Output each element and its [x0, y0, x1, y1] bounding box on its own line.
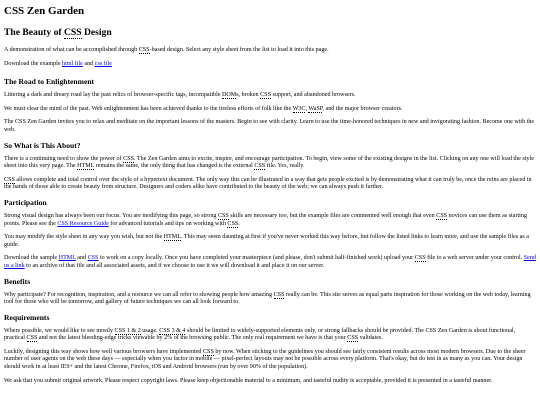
about-text: file. Yes, really. [265, 163, 305, 170]
abbr-css: CSS [202, 348, 214, 355]
road-paragraph-3: The CSS Zen Garden invites you to relax and meditate on the important lessons of the masters. Begin to see with clarity. Learn to use the time-honored techniques in new and invigorating fashion. Become one with the web. [4, 119, 535, 133]
sample-html-link[interactable]: HTML [58, 255, 76, 262]
road-heading: The Road to Enlightenment [4, 77, 95, 87]
preamble-text: and [82, 60, 95, 67]
preamble-text: Download the example [4, 60, 63, 67]
requirements-heading: Requirements [4, 312, 50, 322]
participation-text: and [75, 255, 88, 262]
site-title: CSS Zen Garden [4, 5, 85, 17]
site-subtitle [4, 27, 536, 38]
road-text: We must clear the mind of the past. Web enlightenment has been achieved thanks to the tireless efforts of folk like the [4, 105, 293, 112]
abbr-css: CSS [217, 212, 229, 219]
abbr-css: CSS [436, 212, 448, 219]
participation-text: skills are necessary too, but the example files are commented well enough that even [228, 212, 437, 219]
participation-paragraph-1 [4, 213, 536, 228]
subtitle-abbr-css: CSS [63, 27, 82, 38]
abbr-css: CSS [138, 47, 150, 53]
abbr-dom: DOM [222, 92, 237, 99]
road-text: , [305, 105, 309, 112]
css-file-link[interactable]: css file [94, 60, 112, 67]
abbr-css: CSS [414, 255, 426, 262]
about-section [4, 141, 536, 192]
road-text: Littering a dark and dreary road lay the past relics of browser-specific tags, incompatible [4, 92, 222, 99]
sample-css-link[interactable]: CSS [87, 255, 99, 262]
participation-text: file to a web server under your control. [425, 255, 524, 262]
participation-text: . This may seem daunting at first if you've never worked this way before, but follow the listed links to learn more, and use the sample files as a guide. [4, 234, 530, 248]
abbr-css: CSS [347, 335, 359, 342]
subtitle-text-1: The Beauty of [4, 27, 64, 38]
participation-section [4, 198, 536, 271]
requirements-text: Luckily, designing this way shows how well various browsers have implemented [4, 348, 203, 355]
participation-text: You may modify the style sheet in any way you wish, but not the [4, 234, 164, 241]
benefits-section [4, 277, 536, 307]
requirements-text: validates. [358, 335, 383, 342]
participation-text: for advanced tutorials and tips on working with [108, 220, 228, 227]
abbr-css: CSS [273, 291, 285, 298]
css-resource-guide-link[interactable]: CSS Resource Guide [57, 220, 109, 227]
benefits-text: really can be. This site serves as equal parts inspiration for those working on the web today, learning tool for those who will be tomorrow, and gallery of future techniques we can all look forward to. [4, 291, 531, 306]
participation-heading: Participation [4, 197, 47, 207]
requirements-paragraph-3: We ask that you submit original artwork. Please respect copyright laws. Please keep objectionable material to a minimum, and tasteful nudity is acceptable, provided it is presented in a tasteful manner. [4, 377, 493, 384]
abbr-css: CSS [260, 92, 271, 99]
abbr-css: CSS [254, 163, 266, 170]
benefits-paragraph-1 [4, 292, 536, 307]
participation-text: Download the sample [4, 255, 59, 262]
participation-text: Strong visual design has always been our focus. You are modifying this page, so strong [4, 212, 218, 219]
participation-text: to work on a copy locally. Once you have completed your masterpiece (and please, don't submit half-finished work) upload your [98, 255, 415, 262]
abbr-css: CSS [227, 220, 239, 227]
about-text: There is a continuing need to show the power of [4, 155, 124, 162]
send-us-a-link[interactable]: Send us a link [4, 255, 536, 269]
road-section [4, 77, 536, 134]
requirements-paragraph-1 [4, 328, 536, 343]
requirements-text: by now. When sticking to the guidelines you should see fairly consistent results across most modern browsers. Due to the sheer number of user agents on the web these days — especially when you factor in mobile — pixel-perfect layouts may not be possible across every platform. That's okay, but do test in as many as you can. Your design should work in at least IE9+ and the latest Chrome, Firefox, iOS and Android browsers (run by over 90% of the population). [4, 348, 526, 371]
requirements-text: usage. [140, 327, 160, 334]
road-text: , and the major browser creators. [322, 105, 403, 112]
requirements-text: and not the latest bleeding-edge tricks viewable by 2% of the browsing public. The only real requirement we have is that your [37, 335, 348, 342]
about-heading: So What is This About? [4, 140, 81, 150]
abbr-html: HTML [163, 234, 181, 241]
abbr-w3c: W3C [292, 105, 306, 112]
abbr-html: HTML [77, 163, 95, 170]
benefits-text: Why participate? For recognition, inspiration, and a resource we can all refer to showing people how amazing [4, 291, 274, 298]
preamble-paragraph-1 [4, 47, 536, 55]
preamble-section [4, 47, 536, 68]
participation-paragraph-2 [4, 234, 536, 249]
preamble-paragraph-2 [4, 61, 536, 69]
participation-text: . [238, 220, 240, 227]
abbr-css: CSS [26, 335, 38, 342]
subtitle-text-2: Design [81, 27, 112, 38]
requirements-text: Where possible, we would like to see mostly [4, 327, 115, 334]
about-paragraph-1 [4, 156, 536, 171]
preamble-text: -based design. Select any style sheet from the list to load it into this page. [149, 47, 329, 53]
abbr-css-1-2: CSS 1 & 2 [114, 327, 141, 334]
participation-paragraph-3 [4, 255, 536, 270]
road-text: support, and abandoned browsers. [270, 92, 356, 99]
road-paragraph-2 [4, 106, 536, 114]
about-text: . The Zen Garden aims to excite, inspire, and encourage participation. To begin, view some of the existing designs in the list. Clicking on any one will load the style sheet into this very page. The [4, 155, 534, 170]
requirements-paragraph-2 [4, 349, 536, 372]
about-text: allows complete and total control over the style of a hypertext document. The only way this can be illustrated in a way that gets people excited is by demonstrating what it can truly be, once the reins are placed in the hands of those able to create beauty from structure. Designers and coders alike have contributed to the beauty of the web; we can always push it further. [4, 176, 532, 191]
road-paragraph-1 [4, 92, 536, 100]
about-text: remains the same, the only thing that has changed is the external [94, 163, 255, 170]
abbr-wasp: WaSP [308, 105, 323, 112]
participation-text: to an archive of that file and all associated assets, and if we choose to use it we will download it and place it on our server. [24, 262, 325, 269]
abbr-css: CSS [123, 155, 134, 162]
participation-text: novices can use them as starting points. Please see the [4, 212, 527, 227]
road-text: s, broken [236, 92, 261, 99]
benefits-heading: Benefits [4, 276, 31, 286]
abbr-css-3-4: CSS 3 & 4 [159, 327, 186, 334]
abbr-css: CSS [4, 176, 15, 183]
html-file-link[interactable]: html file [62, 60, 83, 67]
preamble-text: A demonstration of what can be accomplished through [4, 47, 139, 53]
requirements-section [4, 313, 536, 386]
about-paragraph-2 [4, 177, 536, 192]
requirements-text: should be limited to widely-supported elements only, or strong fallbacks should be provided. The CSS Zen Garden is about functional, practical [4, 327, 516, 342]
